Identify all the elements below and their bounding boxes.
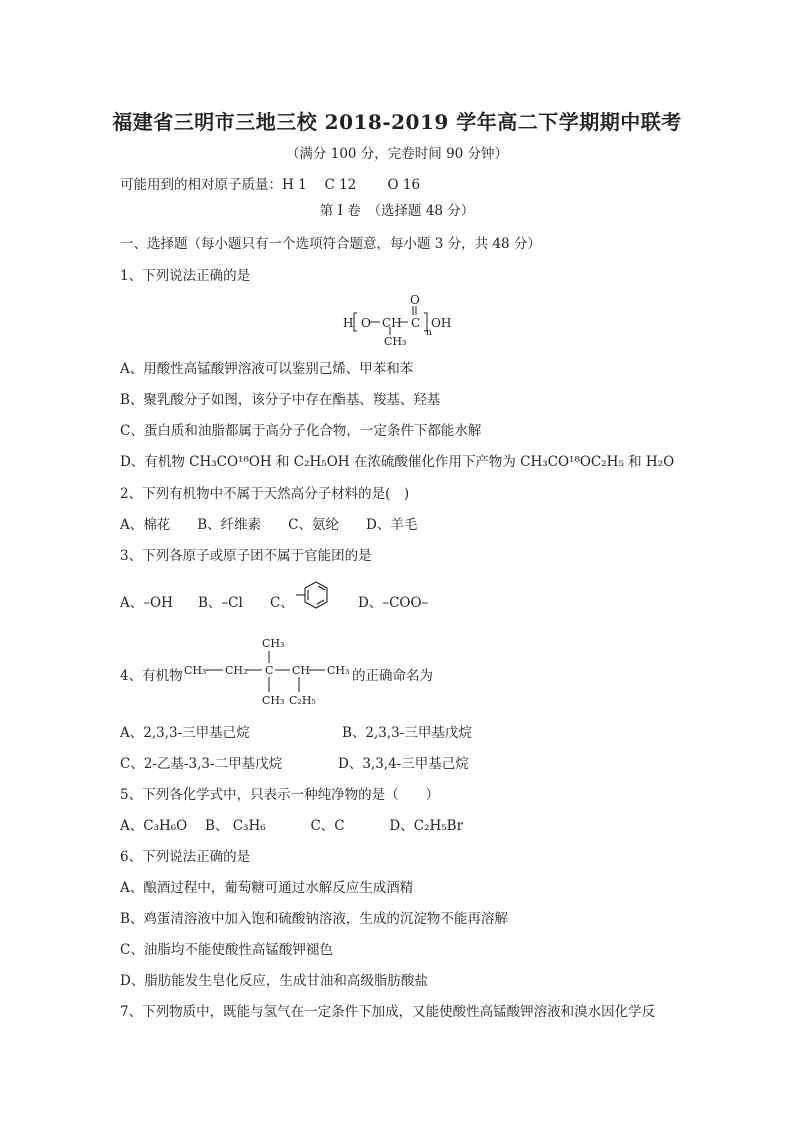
question-3-option-b: B、–Cl <box>198 595 243 611</box>
question-5-stem: 5、下列各化学式中，只表示一种纯净物的是（ ） <box>120 787 440 803</box>
question-1-option-d: D、有机物 CH₃CO¹⁸OH 和 C₂H₅OH 在浓硫酸催化作用下产物为 CH₃CO¹⁸OC₂H₅ 和 H₂O <box>120 454 675 470</box>
question-3-option-c: C、 <box>270 595 294 611</box>
q4-ch: CH <box>292 664 311 677</box>
structure-o: O <box>361 316 371 330</box>
question-4-option-d: D、3,3,4-三甲基己烷 <box>338 756 469 772</box>
question-3-option-a: A、–OH <box>120 595 173 611</box>
phenyl-ring-icon <box>294 578 338 624</box>
question-5-options: A、C₃H₆O B、 C₃H₆ C、C D、C₂H₅Br <box>120 818 464 834</box>
question-6-option-b: B、鸡蛋清溶液中加入饱和硫酸钠溶液，生成的沉淀物不能再溶解 <box>120 911 508 927</box>
question-6-option-a: A、酿酒过程中，葡萄糖可通过水解反应生成酒精 <box>120 880 414 896</box>
polylactic-acid-structure <box>340 290 460 348</box>
question-2-options: A、棉花 B、纤维素 C、氨纶 D、羊毛 <box>120 517 418 533</box>
question-4-option-a: A、2,3,3-三甲基己烷 <box>120 725 250 741</box>
question-6-option-c: C、油脂均不能使酸性高锰酸钾褪色 <box>120 942 333 958</box>
q4-c2h5: C₂H₅ <box>289 694 316 707</box>
question-3-option-d: D、–COO– <box>358 595 429 611</box>
q4-ch2: CH₂ <box>225 664 248 677</box>
page-title: 福建省三明市三地三校 2018-2019 学年高二下学期期中联考 <box>112 110 682 134</box>
structure-carbonyl-o: O <box>410 293 420 307</box>
question-4-suffix: 的正确命名为 <box>352 668 433 684</box>
q4-structure <box>182 636 352 712</box>
question-4-prefix: 4、有机物 <box>120 668 183 684</box>
structure-oh: OH <box>431 316 452 330</box>
q4-ch3-left: CH₃ <box>184 664 207 677</box>
question-2-stem: 2、下列有机物中不属于天然高分子材料的是( ) <box>120 486 410 502</box>
q4-c: C <box>265 664 274 677</box>
structure-c: C <box>411 316 421 330</box>
exam-info: （满分 100 分，完卷时间 90 分钟） <box>285 146 509 162</box>
structure-n: n <box>426 328 432 338</box>
question-1-option-c: C、蛋白质和油脂都属于高分子化合物，一定条件下都能水解 <box>120 423 482 439</box>
question-1-option-a: A、用酸性高锰酸钾溶液可以鉴别己烯、甲苯和苯 <box>120 361 414 377</box>
question-6-stem: 6、下列说法正确的是 <box>120 849 251 865</box>
question-1-option-b: B、聚乳酸分子如图，该分子中存在酯基、羧基、羟基 <box>120 392 441 408</box>
q4-ch3-bottom: CH₃ <box>262 694 285 707</box>
question-4-option-b: B、2,3,3-三甲基戊烷 <box>342 725 472 741</box>
structure-ch: CH <box>382 316 402 330</box>
question-3-stem: 3、下列各原子或原子团不属于官能团的是 <box>120 548 372 564</box>
atomic-mass-line: 可能用到的相对原子质量：H 1 C 12 O 16 <box>120 177 421 193</box>
question-1-stem: 1、下列说法正确的是 <box>120 268 251 284</box>
question-6-option-d: D、脂肪能发生皂化反应，生成甘油和高级脂肪酸盐 <box>120 973 428 989</box>
question-7-stem: 7、下列物质中，既能与氢气在一定条件下加成，又能使酸性高锰酸钾溶液和溴水因化学反 <box>120 1004 656 1020</box>
q4-ch3-right: CH₃ <box>327 664 350 677</box>
q4-ch3-top: CH₃ <box>262 637 285 650</box>
structure-h: H <box>343 316 354 330</box>
question-4-option-c: C、2-乙基-3,3-二甲基戊烷 <box>120 756 283 772</box>
section-heading: 一、选择题（每小题只有一个选项符合题意，每小题 3 分，共 48 分） <box>120 236 541 252</box>
volume-heading: 第 I 卷 （选择题 48 分） <box>319 203 475 219</box>
structure-ch3: CH₃ <box>384 335 407 348</box>
